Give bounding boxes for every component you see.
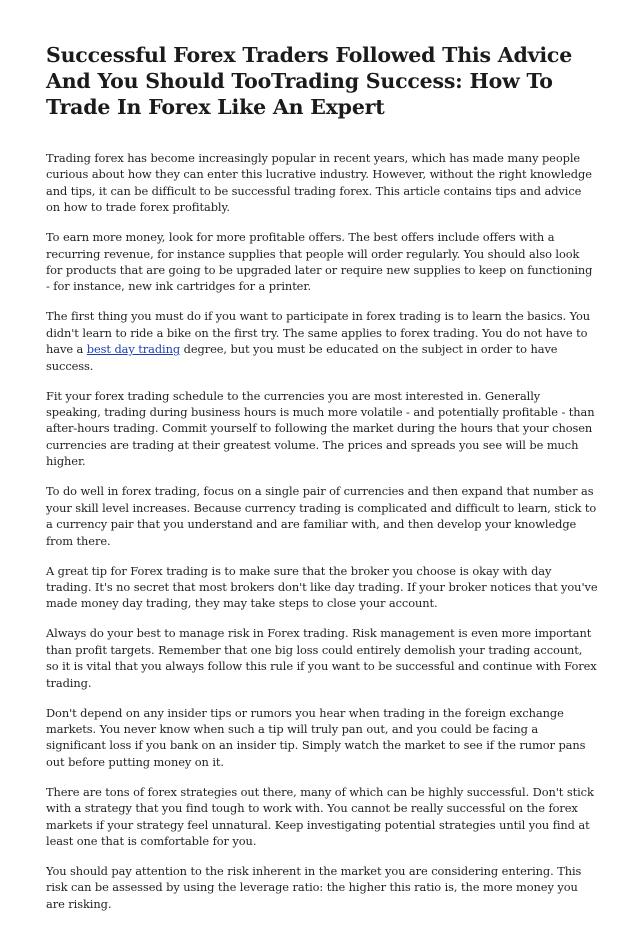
paragraph-9: There are tons of forex strategies out there, many of which can be highly successful. Don't stick with a strategy that you find tough to work with. You cannot be really successful on the forex markets if your strategy feel unnatural. Keep investigating potential strategies until you find at least one that is comfortable for you. xyxy=(46,784,594,848)
paragraph-7: Always do your best to manage risk in Forex trading. Risk management is even more important than profit targets. Remember that one big loss could entirely demolish your trading account, so it is vital that you always follow this rule if you want to be successful and continue with Forex trading. xyxy=(46,626,597,690)
document-page xyxy=(46,42,598,926)
paragraph-3-text-before: The first thing you must do if you want to participate in forex trading is to learn the basics. You didn't learn to ride a bike on the first try. The same applies to forex trading. You do not have to have a xyxy=(46,309,591,357)
paragraph-5: To do well in forex trading, focus on a single pair of currencies and then expand that number as your skill level increases. Because currency trading is complicated and difficult to learn, stick to a currency pair that you understand and are familiar with, and then develop your knowledge from there. xyxy=(46,484,597,548)
paragraph-2: To earn more money, look for more profitable offers. The best offers include offers with a recurring revenue, for instance supplies that people will order regularly. You should also look for products that are going to be upgraded later or require new supplies to keep on functioning - for instance, new ink cartridges for a printer. xyxy=(46,230,593,294)
paragraph-6: A great tip for Forex trading is to make sure that the broker you choose is okay with day trading. It's no secret that most brokers don't like day trading. If your broker notices that you've made money day trading, they may take steps to close your account. xyxy=(46,563,598,611)
paragraph-1: Trading forex has become increasingly popular in recent years, which has made many people curious about how they can enter this lucrative industry. However, without the right knowledge and tips, it can be difficult to be successful trading forex. This article contains tips and advice on how to trade forex profitably. xyxy=(46,151,592,215)
paragraph-10: You should pay attention to the risk inherent in the market you are considering entering. This risk can be assessed by using the leverage ratio: the higher this ratio is, the more money you are risking. xyxy=(46,863,582,911)
paragraph-3 xyxy=(46,308,598,374)
page-title: Successful Forex Traders Followed This Advice And You Should TooTrading Success: How To Trade In Forex Like An Expert xyxy=(46,43,573,119)
paragraph-8: Don't depend on any insider tips or rumors you hear when trading in the foreign exchange markets. You never know when such a tip will truly pan out, and you could be facing a significant loss if you bank on an insider tip. Simply watch the market to see if the rumor pans out before putting money on it. xyxy=(46,705,586,769)
paragraph-3-text-after: degree, but you must be educated on the subject in order to have success. xyxy=(46,342,558,373)
paragraph-4: Fit your forex trading schedule to the currencies you are most interested in. Generally speaking, trading during business hours is much more volatile - and potentially profitable - than after-hours trading. Commit yourself to following the market during the hours that your chosen currencies are trading at their greatest volume. The prices and spreads you see will be much higher. xyxy=(46,388,595,469)
best-day-trading-link[interactable]: best day trading xyxy=(86,342,181,357)
